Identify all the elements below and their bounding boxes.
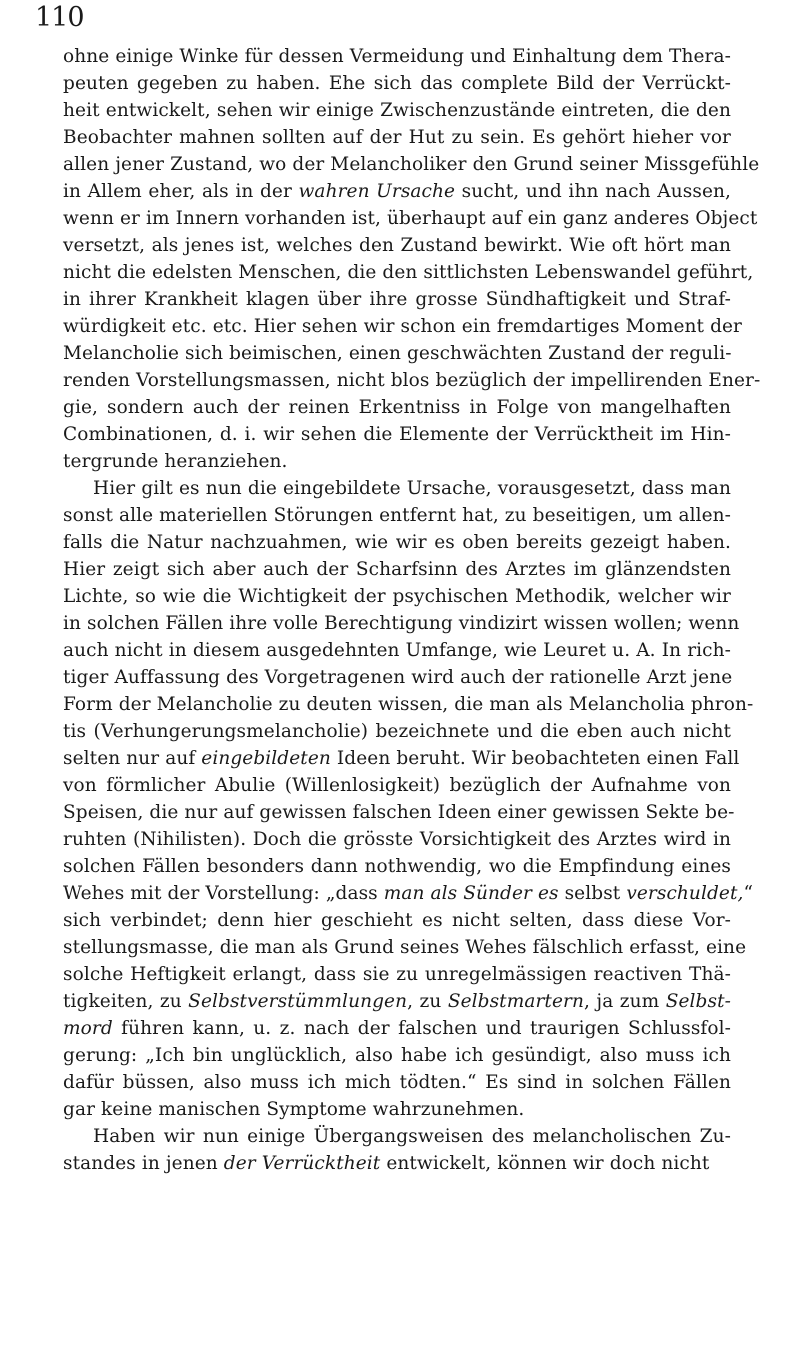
text-line [63,907,731,934]
text-run: heit entwickelt, sehen wir einige Zwischenzustände eintreten, die den [63,100,731,121]
paragraph [63,43,761,475]
text-line [63,1123,731,1150]
text-run: gar keine manischen Symptome wahrzunehmen. [63,1099,525,1120]
text-line [63,529,731,556]
text-line [63,205,758,232]
text-line [63,151,760,178]
text-run: falls die Natur nachzuahmen, wie wir es oben bereits gezeigt haben. [63,532,731,553]
text-run: solchen Fällen besonders dann nothwendig, wo die Empfindung eines [63,856,731,877]
text-line [63,1150,731,1177]
text-line [63,1069,731,1096]
emphasized-text: Selbstmartern [447,991,584,1012]
text-line [63,448,731,475]
page-number: 110 [35,2,84,33]
text-run: tigkeiten, zu [63,991,189,1012]
text-line [63,124,731,151]
text-run: selbst [558,883,627,904]
text-run: Wehes mit der Vorstellung: „dass [63,883,384,904]
text-run: tergrunde heranziehen. [63,451,288,472]
text-run: Speisen, die nur auf gewissen falschen Ideen einer gewissen Sekte be- [63,802,735,823]
paragraph [63,1123,731,1177]
text-run: Melancholie sich beimischen, einen geschwächten Zustand der reguli- [63,343,732,364]
text-line [63,178,731,205]
text-run: führen kann, u. z. nach der falschen und traurigen Schlussfol- [112,1018,731,1039]
text-line [63,421,731,448]
text-run: , ja zum [583,991,666,1012]
text-line [63,1042,731,1069]
text-line [63,691,754,718]
text-run: gerung: „Ich bin unglücklich, also habe ich gesündigt, also muss ich [63,1045,731,1066]
emphasized-text: eingebildeten [201,748,331,769]
text-line [63,826,731,853]
text-line [63,313,743,340]
text-line [63,583,731,610]
text-run: renden Vorstellungsmassen, nicht blos bezüglich der impellirenden Ener- [63,370,761,391]
text-line [63,70,731,97]
text-run: Haben wir nun einige Übergangsweisen des melancholischen Zu- [93,1126,731,1147]
text-line [63,799,735,826]
emphasized-text: man als Sünder es [383,883,559,904]
text-run: allen jener Zustand, wo der Melancholiker den Grund seiner Missgefühle [63,154,760,175]
text-run: in Allem eher, als in der [63,181,299,202]
text-run: standes in jenen [63,1153,224,1174]
text-run: würdigkeit etc. etc. Hier sehen wir schon ein fremdartiges Moment der [63,316,743,337]
text-line [63,745,740,772]
text-run: Lichte, so wie die Wichtigkeit der psychischen Methodik, welcher wir [63,586,731,607]
text-line [63,1015,731,1042]
text-run: selten nur auf [63,748,202,769]
text-line [63,664,731,691]
text-run: gie, sondern auch der reinen Erkentniss in Folge von mangelhaften [63,397,731,418]
paragraph [63,475,754,1123]
text-run: entwickelt, können wir doch nicht [380,1153,710,1174]
text-run: tis (Verhungerungsmelancholie) bezeichnete und die eben auch nicht [63,721,731,742]
text-line [63,637,731,664]
text-run: , zu [407,991,448,1012]
text-run: auch nicht in diesem ausgedehnten Umfange, wie Leuret u. A. In rich- [63,640,731,661]
text-line [63,988,731,1015]
text-run: Form der Melancholie zu deuten wissen, die man als Melancholia phron- [63,694,754,715]
text-run: stellungsmasse, die man als Grund seines Wehes fälschlich erfasst, eine [63,937,747,958]
text-run: wenn er im Innern vorhanden ist, überhaupt auf ein ganz anderes Object [63,208,758,229]
text-run: Hier gilt es nun die eingebildete Ursache, vorausgesetzt, dass man [93,478,731,499]
text-run: solche Heftigkeit erlangt, dass sie zu unregelmässigen reactiven Thä- [63,964,731,985]
text-run: Hier zeigt sich aber auch der Scharfsinn des Arztes im glänzendsten [63,559,731,580]
text-run: peuten gegeben zu haben. Ehe sich das complete Bild der Verrückt- [63,73,731,94]
text-run: ohne einige Winke für dessen Vermeidung und Einhaltung dem Thera- [63,46,731,67]
text-run: ruhten (Nihilisten). Doch die grösste Vorsichtigkeit des Arztes wird in [63,829,731,850]
text-run: “ [743,883,754,904]
text-line [63,772,731,799]
text-run: tiger Auffassung des Vorgetragenen wird auch der rationelle Arzt jene [63,667,733,688]
text-line [63,718,731,745]
emphasized-text: Selbst- [665,991,731,1012]
emphasized-text: Selbstverstümmlungen [188,991,408,1012]
text-run: Beobachter mahnen sollten auf der Hut zu sein. Es gehört hieher vor [63,127,731,148]
text-run: sucht, und ihn nach Aussen, [455,181,731,202]
text-run: versetzt, als jenes ist, welches den Zustand bewirkt. Wie oft hört man [63,235,731,256]
text-line [63,556,731,583]
text-line [63,367,761,394]
text-run: von förmlicher Abulie (Willenlosigkeit) bezüglich der Aufnahme von [63,775,731,796]
text-line [63,502,731,529]
text-line [63,394,731,421]
text-line [63,259,754,286]
text-run: sich verbindet; denn hier geschieht es nicht selten, dass diese Vor- [63,910,731,931]
text-run: sonst alle materiellen Störungen entfernt hat, zu beseitigen, um allen- [63,505,732,526]
text-line [63,610,740,637]
text-line [63,853,731,880]
text-line [63,475,731,502]
emphasized-text: wahren Ursache [298,181,456,202]
text-run: nicht die edelsten Menschen, die den sittlichsten Lebenswandel geführt, [63,262,754,283]
text-run: Ideen beruht. Wir beobachteten einen Fall [330,748,740,769]
text-run: in solchen Fällen ihre volle Berechtigung vindizirt wissen wollen; wenn [63,613,740,634]
text-line [63,232,731,259]
text-line [63,286,731,313]
text-line [63,97,731,124]
text-line [63,961,731,988]
text-run: Combinationen, d. i. wir sehen die Elemente der Verrücktheit im Hin- [63,424,731,445]
text-run: in ihrer Krankheit klagen über ihre grosse Sündhaftigkeit und Straf- [63,289,731,310]
text-line [63,340,731,367]
text-line [63,1096,731,1123]
emphasized-text: der Verrücktheit [223,1153,381,1174]
emphasized-text: mord [63,1018,113,1039]
text-run: dafür büssen, also muss ich mich tödten.“ Es sind in solchen Fällen [63,1072,731,1093]
text-line [63,880,754,907]
text-line [63,934,747,961]
text-line [63,43,731,70]
emphasized-text: verschuldet, [626,883,744,904]
page-body [63,43,761,1177]
